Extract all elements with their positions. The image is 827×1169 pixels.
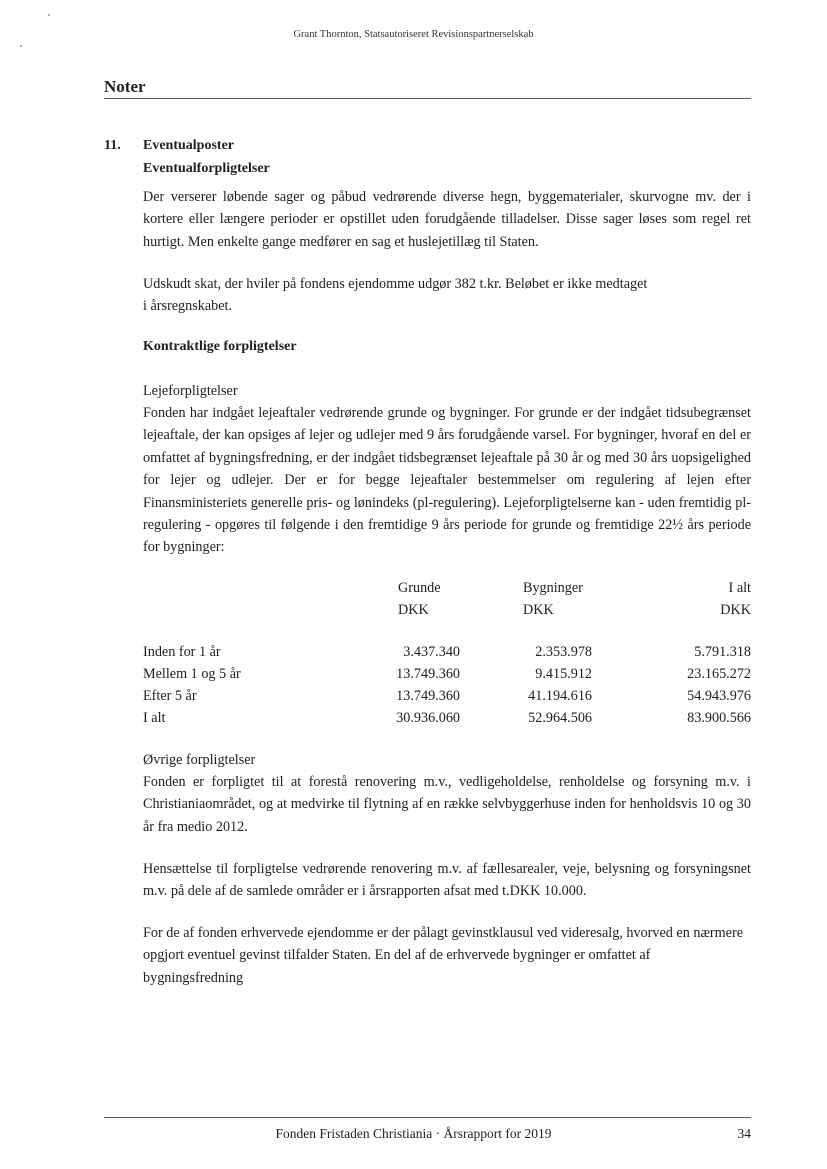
heading-lease: Lejeforpligtelser bbox=[143, 383, 238, 399]
row-label-total: I alt bbox=[143, 710, 166, 726]
paragraph-other: Fonden er forpligtet til at forestå renovering m.v., vedligeholdelse, renholdelse og forsyning m.v. i Christianiaområdet, og at medvirke til flytning af en række selvbyggerhuse inden for henholdsvis 10 og 30 år fra medio 2012. bbox=[143, 774, 751, 835]
col-header-bygninger: Bygninger bbox=[523, 580, 583, 596]
note-title: Eventualposter bbox=[143, 138, 234, 153]
cell-bygninger: 2.353.978 bbox=[535, 644, 592, 660]
cell-grunde: 13.749.360 bbox=[396, 666, 460, 682]
page-header: Grant Thornton, Statsautoriseret Revisionspartnerselskab bbox=[293, 29, 534, 40]
scan-speck bbox=[48, 14, 50, 16]
note-subtitle: Eventualforpligtelser bbox=[143, 161, 270, 176]
col-unit-grunde: DKK bbox=[398, 602, 429, 618]
page-number: 34 bbox=[737, 1126, 751, 1141]
row-label: Efter 5 år bbox=[143, 688, 197, 704]
cell-bygninger: 41.194.616 bbox=[528, 688, 592, 704]
section-title: Noter bbox=[104, 77, 146, 96]
paragraph-eventual: Der verserer løbende sager og påbud vedrørende diverse hegn, byggematerialer, skurvogne mv. der i kortere eller længere perioder er opstillet uden forudgående tilladelser. Disse sager løses som regel ret hurtigt. Men enkelte gange medfører en sag et huslejetillæg til Staten. bbox=[143, 189, 751, 250]
cell-ialt: 5.791.318 bbox=[694, 644, 751, 660]
cell-ialt-total: 83.900.566 bbox=[687, 710, 751, 726]
cell-grunde: 13.749.360 bbox=[396, 688, 460, 704]
cell-ialt: 23.165.272 bbox=[687, 666, 751, 682]
paragraph-lease: Fonden har indgået lejeaftaler vedrørende grunde og bygninger. For grunde er der indgået tidsubegrænset lejeaftale, der kan opsiges af lejer og udlejer med 9 års forudgående varsel. For bygninger, hvoraf en del er omfattet af bygningsfredning, er der indgået tidsbegrænset lejeaftale på 30 år og med 30 års uopsigelighed for lejer og udlejer. Der er for begge lejeaftaler bestemmelser om regulering af lejen efter Finansministeriets generelle pris- og lønindeks (pl-regulering). Lejeforpligtelserne kan - uden fremtidig pl-regulering - opgøres til følgende i den fremtidige 9 års periode for grunde og fremtidige 22½ års periode for bygninger: bbox=[143, 405, 751, 556]
cell-grunde: 3.437.340 bbox=[403, 644, 460, 660]
col-unit-bygninger: DKK bbox=[523, 602, 554, 618]
footer-rule bbox=[104, 1117, 751, 1118]
col-header-ialt: I alt bbox=[728, 580, 751, 596]
heading-contractual: Kontraktlige forpligtelser bbox=[143, 339, 297, 354]
col-header-grunde: Grunde bbox=[398, 580, 441, 596]
heading-other: Øvrige forpligtelser bbox=[143, 752, 256, 768]
scan-speck bbox=[20, 45, 22, 47]
cell-grunde-total: 30.936.060 bbox=[396, 710, 460, 726]
paragraph-deferred-tax-line2: i årsregnskabet. bbox=[143, 298, 233, 314]
paragraph-deferred-tax-line1: Udskudt skat, der hviler på fondens ejendomme udgør 382 t.kr. Beløbet er ikke medtaget bbox=[143, 276, 648, 292]
cell-bygninger: 9.415.912 bbox=[535, 666, 592, 682]
note-number: 11. bbox=[104, 138, 121, 153]
row-label: Inden for 1 år bbox=[143, 644, 221, 660]
footer-text: Fonden Fristaden Christiania · Årsrapport for 2019 bbox=[275, 1126, 552, 1141]
cell-bygninger-total: 52.964.506 bbox=[528, 710, 592, 726]
section-title-rule bbox=[104, 98, 751, 99]
paragraph-gain-clause: For de af fonden erhvervede ejendomme er der pålagt gevinstklausul ved videresalg, hvorved en nærmere opgjort eventuel gevinst tilfalder Staten. En del af de erhvervede bygninger er omfattet af bygningsfredning bbox=[143, 925, 743, 986]
col-unit-ialt: DKK bbox=[720, 602, 751, 618]
paragraph-provision: Hensættelse til forpligtelse vedrørende renovering m.v. af fællesarealer, veje, belysning og forsyningsnet m.v. på dele af de samlede områder er i årsrapporten afsat med t.DKK 10.000. bbox=[143, 861, 751, 900]
row-label: Mellem 1 og 5 år bbox=[143, 666, 241, 682]
cell-ialt: 54.943.976 bbox=[687, 688, 751, 704]
